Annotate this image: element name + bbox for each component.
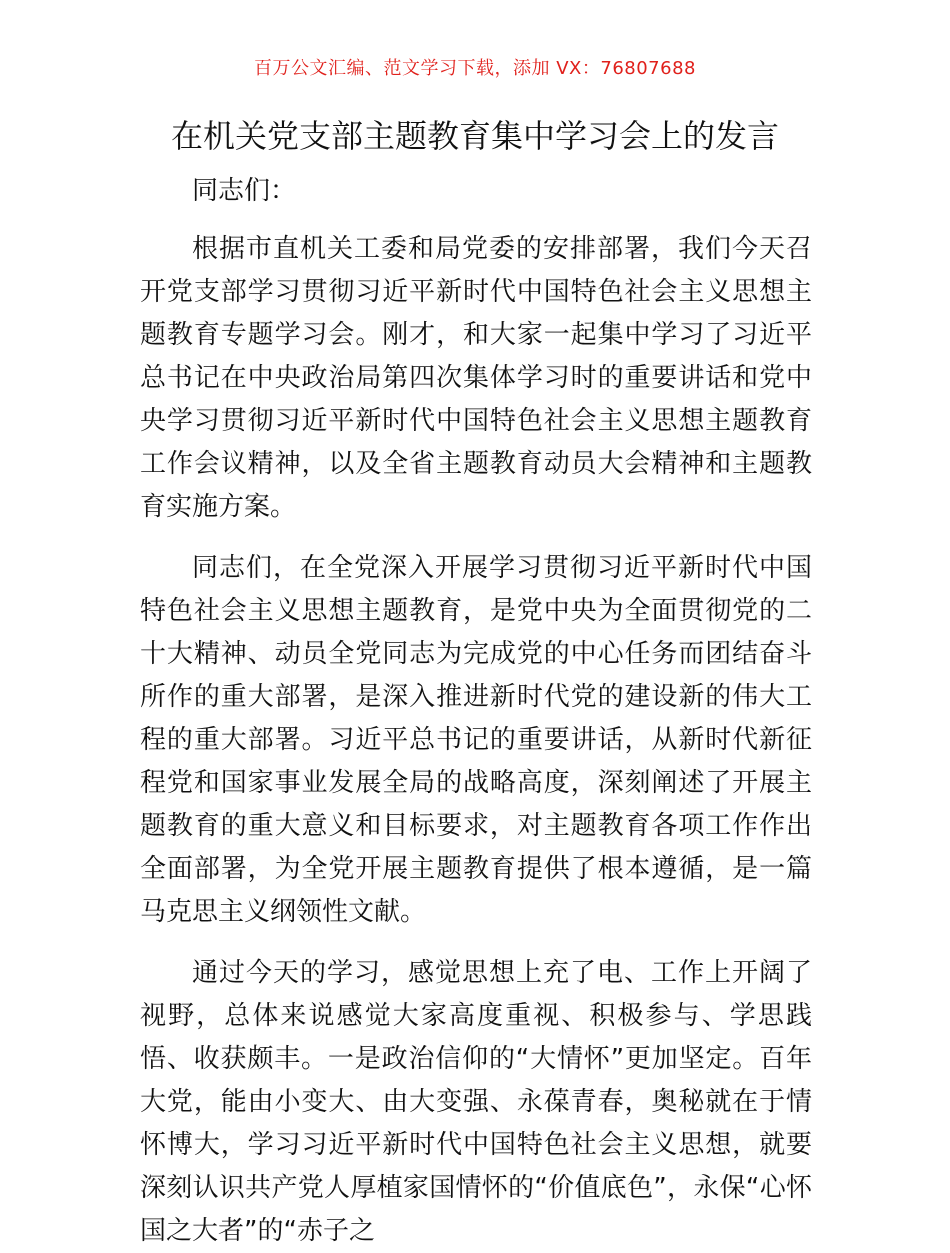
paragraph-2: 同志们，在全党深入开展学习贯彻习近平新时代中国特色社会主义思想主题教育，是党中央为全面贯彻党的二十大精神、动员全党同志为完成党的中心任务而团结奋斗所作的重大部署，是深入推进新时代党的建设新的伟大工程的重大部署。习近平总书记的重要讲话，从新时代新征程党和国家事业发展全局的战略高度，深刻阐述了开展主题教育的重大意义和目标要求，对主题教育各项工作作出全面部署，为全党开展主题教育提供了根本遵循，是一篇马克思主义纲领性文献。 — [140, 553, 812, 927]
paragraph-1: 根据市直机关工委和局党委的安排部署，我们今天召开党支部学习贯彻习近平新时代中国特色社会主义思想主题教育专题学习会。刚才，和大家一起集中学习了习近平总书记在中央政治局第四次集体学习时的重要讲话和党中央学习贯彻习近平新时代中国特色社会主义思想主题教育工作会议精神，以及全省主题教育动员大会精神和主题教育实施方案。 — [140, 234, 812, 522]
salutation: 同志们： — [192, 176, 297, 206]
header-banner: 百万公文汇编、范文学习下载，添加 VX：76807688 — [254, 58, 696, 79]
document-title: 在机关党支部主题教育集中学习会上的发言 — [170, 117, 779, 155]
paragraph-3: 通过今天的学习，感觉思想上充了电、工作上开阔了视野，总体来说感觉大家高度重视、积极参与、学思践悟、收获颇丰。一是政治信仰的“大情怀”更加坚定。百年大党，能由小变大、由大变强、永葆青春，奥秘就在于情怀博大，学习习近平新时代中国特色社会主义思想，就要深刻认识共产党人厚植家国情怀的“价值底色”，永保“心怀国之大者”的“赤子之 — [140, 958, 812, 1246]
document-body — [140, 170, 812, 1253]
